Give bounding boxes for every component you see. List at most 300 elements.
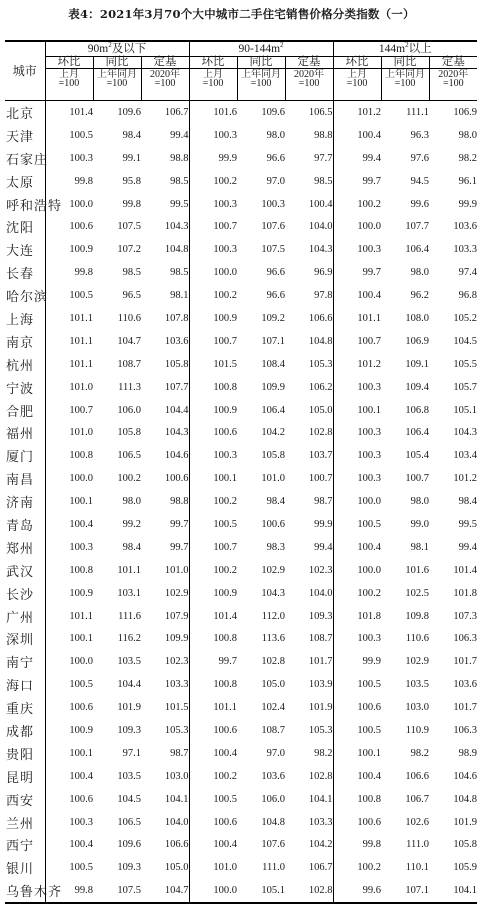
- index-value: 110.1: [405, 862, 430, 874]
- index-value: 100.5: [357, 679, 382, 691]
- index-value: 101.1: [69, 335, 93, 347]
- index-value: 106.5: [117, 816, 141, 828]
- base-header: 上年同月 =100: [381, 69, 429, 101]
- index-value: 100.1: [69, 747, 93, 759]
- city-name: 海口: [5, 673, 45, 696]
- table-row: [5, 811, 477, 834]
- index-value: 112.0: [261, 610, 286, 622]
- index-value: 103.6: [453, 679, 478, 691]
- index-value: 102.5: [405, 587, 430, 599]
- index-value: 109.1: [405, 358, 430, 370]
- index-value: 99.7: [218, 656, 238, 668]
- table-row: [5, 582, 477, 605]
- index-value: 96.5: [122, 290, 141, 302]
- index-value: 100.4: [213, 839, 238, 851]
- index-value: 104.6: [141, 444, 189, 467]
- index-value: 101.1: [69, 610, 93, 622]
- index-value: 100.6: [213, 724, 238, 736]
- index-value: 96.6: [266, 152, 286, 164]
- index-value: 102.9: [141, 582, 189, 605]
- index-value: 100.4: [357, 770, 382, 782]
- city-name: 沈阳: [5, 215, 45, 238]
- index-value: 104.5: [453, 335, 478, 347]
- index-value: 104.0: [285, 215, 333, 238]
- index-value: 98.0: [410, 496, 430, 508]
- index-value: 102.4: [261, 702, 286, 714]
- index-value: 100.3: [213, 244, 238, 256]
- index-value: 96.2: [410, 290, 430, 302]
- city-name: 大连: [5, 238, 45, 261]
- table-row: [5, 513, 477, 536]
- index-value: 100.5: [69, 679, 93, 691]
- index-value: 102.8: [285, 879, 333, 903]
- city-name: 长春: [5, 261, 45, 284]
- index-value: 101.2: [453, 473, 478, 485]
- index-value: 99.9: [218, 152, 238, 164]
- index-value: 104.3: [285, 238, 333, 261]
- index-value: 103.9: [285, 673, 333, 696]
- table-row: [5, 421, 477, 444]
- sub-header: 同比: [237, 57, 285, 69]
- index-value: 100.3: [69, 152, 93, 164]
- index-value: 102.3: [285, 559, 333, 582]
- city-name: 南京: [5, 330, 45, 353]
- index-value: 104.3: [141, 421, 189, 444]
- city-name: 兰州: [5, 811, 45, 834]
- index-value: 106.5: [285, 101, 333, 124]
- index-value: 94.5: [410, 175, 430, 187]
- index-value: 98.4: [458, 496, 478, 508]
- index-value: 100.1: [357, 404, 382, 416]
- index-value: 97.1: [122, 747, 141, 759]
- index-value: 106.4: [405, 244, 430, 256]
- index-value: 100.8: [213, 679, 238, 691]
- index-value: 97.0: [266, 747, 286, 759]
- index-value: 101.9: [117, 702, 141, 714]
- index-value: 107.5: [261, 244, 286, 256]
- index-value: 97.0: [266, 175, 286, 187]
- index-value: 98.8: [141, 490, 189, 513]
- index-value: 104.8: [285, 330, 333, 353]
- index-value: 101.2: [357, 358, 382, 370]
- index-value: 101.0: [141, 559, 189, 582]
- index-value: 108.0: [405, 312, 430, 324]
- index-value: 109.6: [261, 106, 286, 118]
- index-value: 105.7: [453, 381, 478, 393]
- index-value: 107.6: [261, 839, 286, 851]
- index-value: 106.9: [453, 106, 478, 118]
- index-value: 107.9: [141, 605, 189, 628]
- index-value: 111.0: [262, 862, 286, 874]
- index-value: 99.4: [285, 536, 333, 559]
- index-value: 100.7: [69, 404, 93, 416]
- index-value: 100.3: [213, 129, 238, 141]
- index-value: 105.3: [141, 719, 189, 742]
- index-value: 100.4: [357, 129, 382, 141]
- index-value: 100.9: [213, 312, 238, 324]
- index-value: 104.6: [453, 770, 478, 782]
- index-value: 111.6: [118, 610, 141, 622]
- index-value: 105.3: [285, 353, 333, 376]
- index-value: 100.4: [69, 770, 93, 782]
- city-name: 北京: [5, 101, 45, 124]
- index-value: 106.8: [405, 404, 430, 416]
- city-name: 西宁: [5, 834, 45, 857]
- index-value: 100.3: [69, 541, 93, 553]
- index-value: 105.9: [453, 862, 478, 874]
- city-name: 石家庄: [5, 147, 45, 170]
- index-value: 104.3: [141, 215, 189, 238]
- index-value: 100.2: [357, 587, 382, 599]
- index-value: 98.7: [141, 742, 189, 765]
- index-value: 104.8: [453, 793, 478, 805]
- index-value: 100.6: [357, 816, 382, 828]
- index-value: 101.2: [357, 106, 382, 118]
- index-value: 98.5: [141, 261, 189, 284]
- index-value: 106.5: [117, 450, 141, 462]
- index-value: 106.6: [141, 834, 189, 857]
- index-value: 100.3: [261, 198, 286, 210]
- index-value: 98.1: [410, 541, 430, 553]
- index-value: 110.6: [405, 633, 430, 645]
- index-value: 100.2: [357, 862, 382, 874]
- index-value: 105.8: [453, 839, 478, 851]
- index-value: 102.3: [141, 650, 189, 673]
- index-value: 104.4: [141, 399, 189, 422]
- base-header: 上年同月 =100: [93, 69, 141, 101]
- index-value: 100.4: [285, 193, 333, 216]
- table-body: [5, 101, 477, 904]
- index-value: 100.6: [69, 702, 93, 714]
- index-value: 96.3: [410, 129, 430, 141]
- index-value: 103.5: [117, 656, 141, 668]
- index-value: 100.6: [213, 427, 238, 439]
- index-value: 101.0: [213, 862, 238, 874]
- index-value: 109.8: [405, 610, 430, 622]
- index-value: 113.6: [261, 633, 286, 645]
- index-value: 101.0: [69, 427, 93, 439]
- group-header: $90-144m^2$: [189, 41, 333, 57]
- index-value: 101.9: [453, 816, 478, 828]
- index-value: 104.1: [285, 788, 333, 811]
- index-value: 101.4: [213, 610, 238, 622]
- index-value: 100.2: [213, 290, 238, 302]
- index-value: 106.6: [405, 770, 430, 782]
- group-header: $90m^2$及以下: [45, 41, 189, 57]
- index-value: 100.5: [69, 290, 93, 302]
- table-header: [5, 41, 477, 101]
- index-value: 100.8: [69, 564, 93, 576]
- city-name: 昆明: [5, 765, 45, 788]
- table-row: [5, 101, 477, 124]
- index-value: 99.9: [362, 656, 382, 668]
- index-value: 99.8: [45, 879, 93, 903]
- index-value: 104.8: [141, 238, 189, 261]
- index-value: 105.2: [453, 312, 478, 324]
- index-value: 105.1: [237, 879, 285, 903]
- index-value: 107.5: [93, 879, 141, 903]
- index-value: 98.7: [285, 490, 333, 513]
- index-value: 97.8: [285, 284, 333, 307]
- table-row: [5, 627, 477, 650]
- index-value: 98.8: [285, 124, 333, 147]
- sub-header: 定基: [429, 57, 477, 69]
- table-title: 表4：2021年3月70个大中城市二手住宅销售价格分类指数（一）: [68, 7, 415, 21]
- table-row: [5, 307, 477, 330]
- table-row: [5, 124, 477, 147]
- index-value: 103.0: [405, 702, 430, 714]
- index-value: 109.3: [117, 724, 141, 736]
- index-value: 97.4: [458, 267, 478, 279]
- index-value: 100.9: [213, 404, 238, 416]
- index-value: 100.3: [213, 198, 238, 210]
- index-value: 107.7: [405, 221, 430, 233]
- index-value: 110.6: [117, 312, 141, 324]
- index-value: 108.7: [261, 724, 286, 736]
- table-row: [5, 261, 477, 284]
- index-value: 100.1: [69, 633, 93, 645]
- table-row: [5, 284, 477, 307]
- index-value: 104.8: [261, 816, 286, 828]
- index-value: 100.3: [357, 450, 382, 462]
- sub-header: 环比: [45, 57, 93, 69]
- index-value: 105.1: [453, 404, 478, 416]
- index-value: 111.1: [406, 106, 430, 118]
- index-value: 101.5: [141, 696, 189, 719]
- city-name: 郑州: [5, 536, 45, 559]
- index-value: 100.7: [285, 467, 333, 490]
- index-value: 99.7: [141, 513, 189, 536]
- table-row: [5, 559, 477, 582]
- sub-header: 环比: [189, 57, 237, 69]
- index-value: 102.9: [261, 564, 286, 576]
- index-value: 102.8: [285, 421, 333, 444]
- index-value: 107.5: [117, 221, 141, 233]
- city-name: 青岛: [5, 513, 45, 536]
- base-header: 上月 =100: [333, 69, 381, 101]
- table-row: [5, 193, 477, 216]
- index-value: 99.4: [362, 152, 382, 164]
- base-header: 上年同月 =100: [237, 69, 285, 101]
- index-value: 104.5: [117, 793, 141, 805]
- city-name: 宁波: [5, 376, 45, 399]
- index-value: 100.3: [213, 450, 238, 462]
- index-value: 100.4: [357, 541, 382, 553]
- index-value: 104.7: [141, 879, 189, 903]
- sub-header: 环比: [333, 57, 381, 69]
- index-value: 104.2: [261, 427, 286, 439]
- index-value: 100.6: [213, 816, 238, 828]
- superscript: 2: [405, 40, 409, 49]
- index-value: 96.6: [266, 267, 286, 279]
- city-name: 福州: [5, 421, 45, 444]
- city-name: 乌鲁木齐: [5, 879, 45, 903]
- table-row: [5, 650, 477, 673]
- index-value: 100.6: [69, 793, 93, 805]
- index-value: 110.9: [405, 724, 430, 736]
- sub-header: 定基: [285, 57, 333, 69]
- index-value: 104.0: [141, 811, 189, 834]
- index-value: 100.3: [357, 244, 382, 256]
- index-value: 100.3: [357, 381, 382, 393]
- index-value: 100.5: [213, 518, 238, 530]
- index-value: 100.5: [69, 129, 93, 141]
- city-name: 西安: [5, 788, 45, 811]
- base-header: 2020年 =100: [429, 69, 477, 101]
- index-value: 100.4: [69, 839, 93, 851]
- index-value: 106.2: [285, 376, 333, 399]
- index-value: 98.5: [141, 170, 189, 193]
- index-value: 109.6: [117, 106, 141, 118]
- city-name: 重庆: [5, 696, 45, 719]
- index-value: 98.2: [285, 742, 333, 765]
- index-value: 101.1: [117, 564, 141, 576]
- index-value: 109.9: [141, 627, 189, 650]
- index-value: 106.0: [261, 793, 286, 805]
- index-value: 100.9: [69, 724, 93, 736]
- index-value: 100.7: [213, 541, 238, 553]
- index-value: 101.7: [453, 656, 478, 668]
- index-value: 99.8: [74, 267, 93, 279]
- index-value: 101.0: [261, 473, 286, 485]
- index-value: 100.6: [261, 518, 286, 530]
- index-value: 107.2: [117, 244, 141, 256]
- index-value: 107.3: [453, 610, 478, 622]
- index-value: 102.8: [261, 656, 286, 668]
- index-value: 105.8: [117, 427, 141, 439]
- index-value: 100.3: [357, 427, 382, 439]
- index-value: 103.6: [261, 770, 286, 782]
- index-value: 104.1: [141, 788, 189, 811]
- index-value: 106.4: [261, 404, 286, 416]
- index-value: 100.3: [357, 473, 382, 485]
- index-value: 100.0: [189, 879, 237, 903]
- index-value: 107.1: [261, 335, 286, 347]
- index-value: 96.9: [285, 261, 333, 284]
- index-value: 111.0: [406, 839, 430, 851]
- city-name: 济南: [5, 490, 45, 513]
- index-value: 100.1: [357, 747, 382, 759]
- city-column-header: 城市: [5, 41, 45, 101]
- index-value: 99.4: [458, 541, 478, 553]
- index-value: 98.0: [122, 496, 141, 508]
- index-value: 106.7: [285, 856, 333, 879]
- index-value: 105.0: [261, 679, 286, 691]
- index-value: 101.7: [453, 702, 478, 714]
- index-value: 106.3: [453, 724, 478, 736]
- index-value: 101.1: [69, 358, 93, 370]
- index-value: 103.5: [405, 679, 430, 691]
- table-row: [5, 490, 477, 513]
- index-value: 103.4: [453, 450, 478, 462]
- index-value: 100.1: [213, 473, 238, 485]
- index-value: 100.8: [69, 450, 93, 462]
- table-row: [5, 353, 477, 376]
- index-value: 99.2: [122, 518, 141, 530]
- index-value: 100.0: [213, 267, 238, 279]
- index-value: 103.7: [285, 444, 333, 467]
- index-value: 107.1: [381, 879, 429, 903]
- index-value: 99.6: [333, 879, 381, 903]
- index-value: 102.8: [285, 765, 333, 788]
- city-name: 长沙: [5, 582, 45, 605]
- index-value: 100.0: [69, 473, 93, 485]
- index-value: 116.2: [117, 633, 141, 645]
- index-value: 99.5: [141, 193, 189, 216]
- table-row: [5, 467, 477, 490]
- city-name: 深圳: [5, 627, 45, 650]
- index-value: 108.7: [117, 358, 141, 370]
- index-value: 99.9: [458, 198, 478, 210]
- index-value: 102.6: [405, 816, 430, 828]
- index-value: 106.7: [141, 101, 189, 124]
- index-value: 96.1: [458, 175, 478, 187]
- index-value: 99.0: [410, 518, 430, 530]
- index-value: 100.0: [357, 496, 382, 508]
- index-value: 103.3: [285, 811, 333, 834]
- index-value: 100.7: [213, 335, 238, 347]
- index-value: 100.5: [357, 518, 382, 530]
- city-name: 武汉: [5, 559, 45, 582]
- index-value: 101.7: [285, 650, 333, 673]
- index-value: 100.5: [357, 724, 382, 736]
- index-value: 99.8: [362, 839, 382, 851]
- table-row: [5, 673, 477, 696]
- sub-header: 同比: [381, 57, 429, 69]
- index-value: 101.8: [453, 587, 478, 599]
- index-value: 98.8: [141, 147, 189, 170]
- index-value: 100.0: [357, 221, 382, 233]
- city-name: 银川: [5, 856, 45, 879]
- index-value: 100.0: [69, 198, 93, 210]
- index-value: 108.7: [285, 627, 333, 650]
- index-value: 100.6: [141, 467, 189, 490]
- sub-header: 定基: [141, 57, 189, 69]
- table-row: [5, 879, 477, 903]
- city-name: 上海: [5, 307, 45, 330]
- table-row: [5, 788, 477, 811]
- index-value: 102.9: [405, 656, 430, 668]
- index-value: 106.9: [405, 335, 430, 347]
- index-value: 100.3: [357, 633, 382, 645]
- table-row: [5, 444, 477, 467]
- index-value: 98.4: [122, 541, 141, 553]
- index-value: 105.8: [261, 450, 286, 462]
- index-value: 100.0: [69, 656, 93, 668]
- city-name: 杭州: [5, 353, 45, 376]
- city-name: 广州: [5, 605, 45, 628]
- base-header: 上月 =100: [45, 69, 93, 101]
- index-value: 103.6: [141, 330, 189, 353]
- index-value: 103.0: [141, 765, 189, 788]
- city-name: 成都: [5, 719, 45, 742]
- city-name: 南宁: [5, 650, 45, 673]
- index-value: 111.3: [118, 381, 141, 393]
- index-value: 100.4: [213, 747, 238, 759]
- index-value: 105.3: [285, 719, 333, 742]
- index-value: 101.4: [453, 564, 478, 576]
- index-value: 100.4: [357, 290, 382, 302]
- table-row: [5, 399, 477, 422]
- superscript: 2: [280, 40, 284, 49]
- index-value: 99.8: [122, 198, 141, 210]
- index-value: 98.0: [410, 267, 430, 279]
- index-value: 100.2: [213, 564, 238, 576]
- index-value: 97.7: [285, 147, 333, 170]
- index-value: 100.2: [213, 770, 238, 782]
- index-value: 99.7: [141, 536, 189, 559]
- index-value: 104.7: [117, 335, 141, 347]
